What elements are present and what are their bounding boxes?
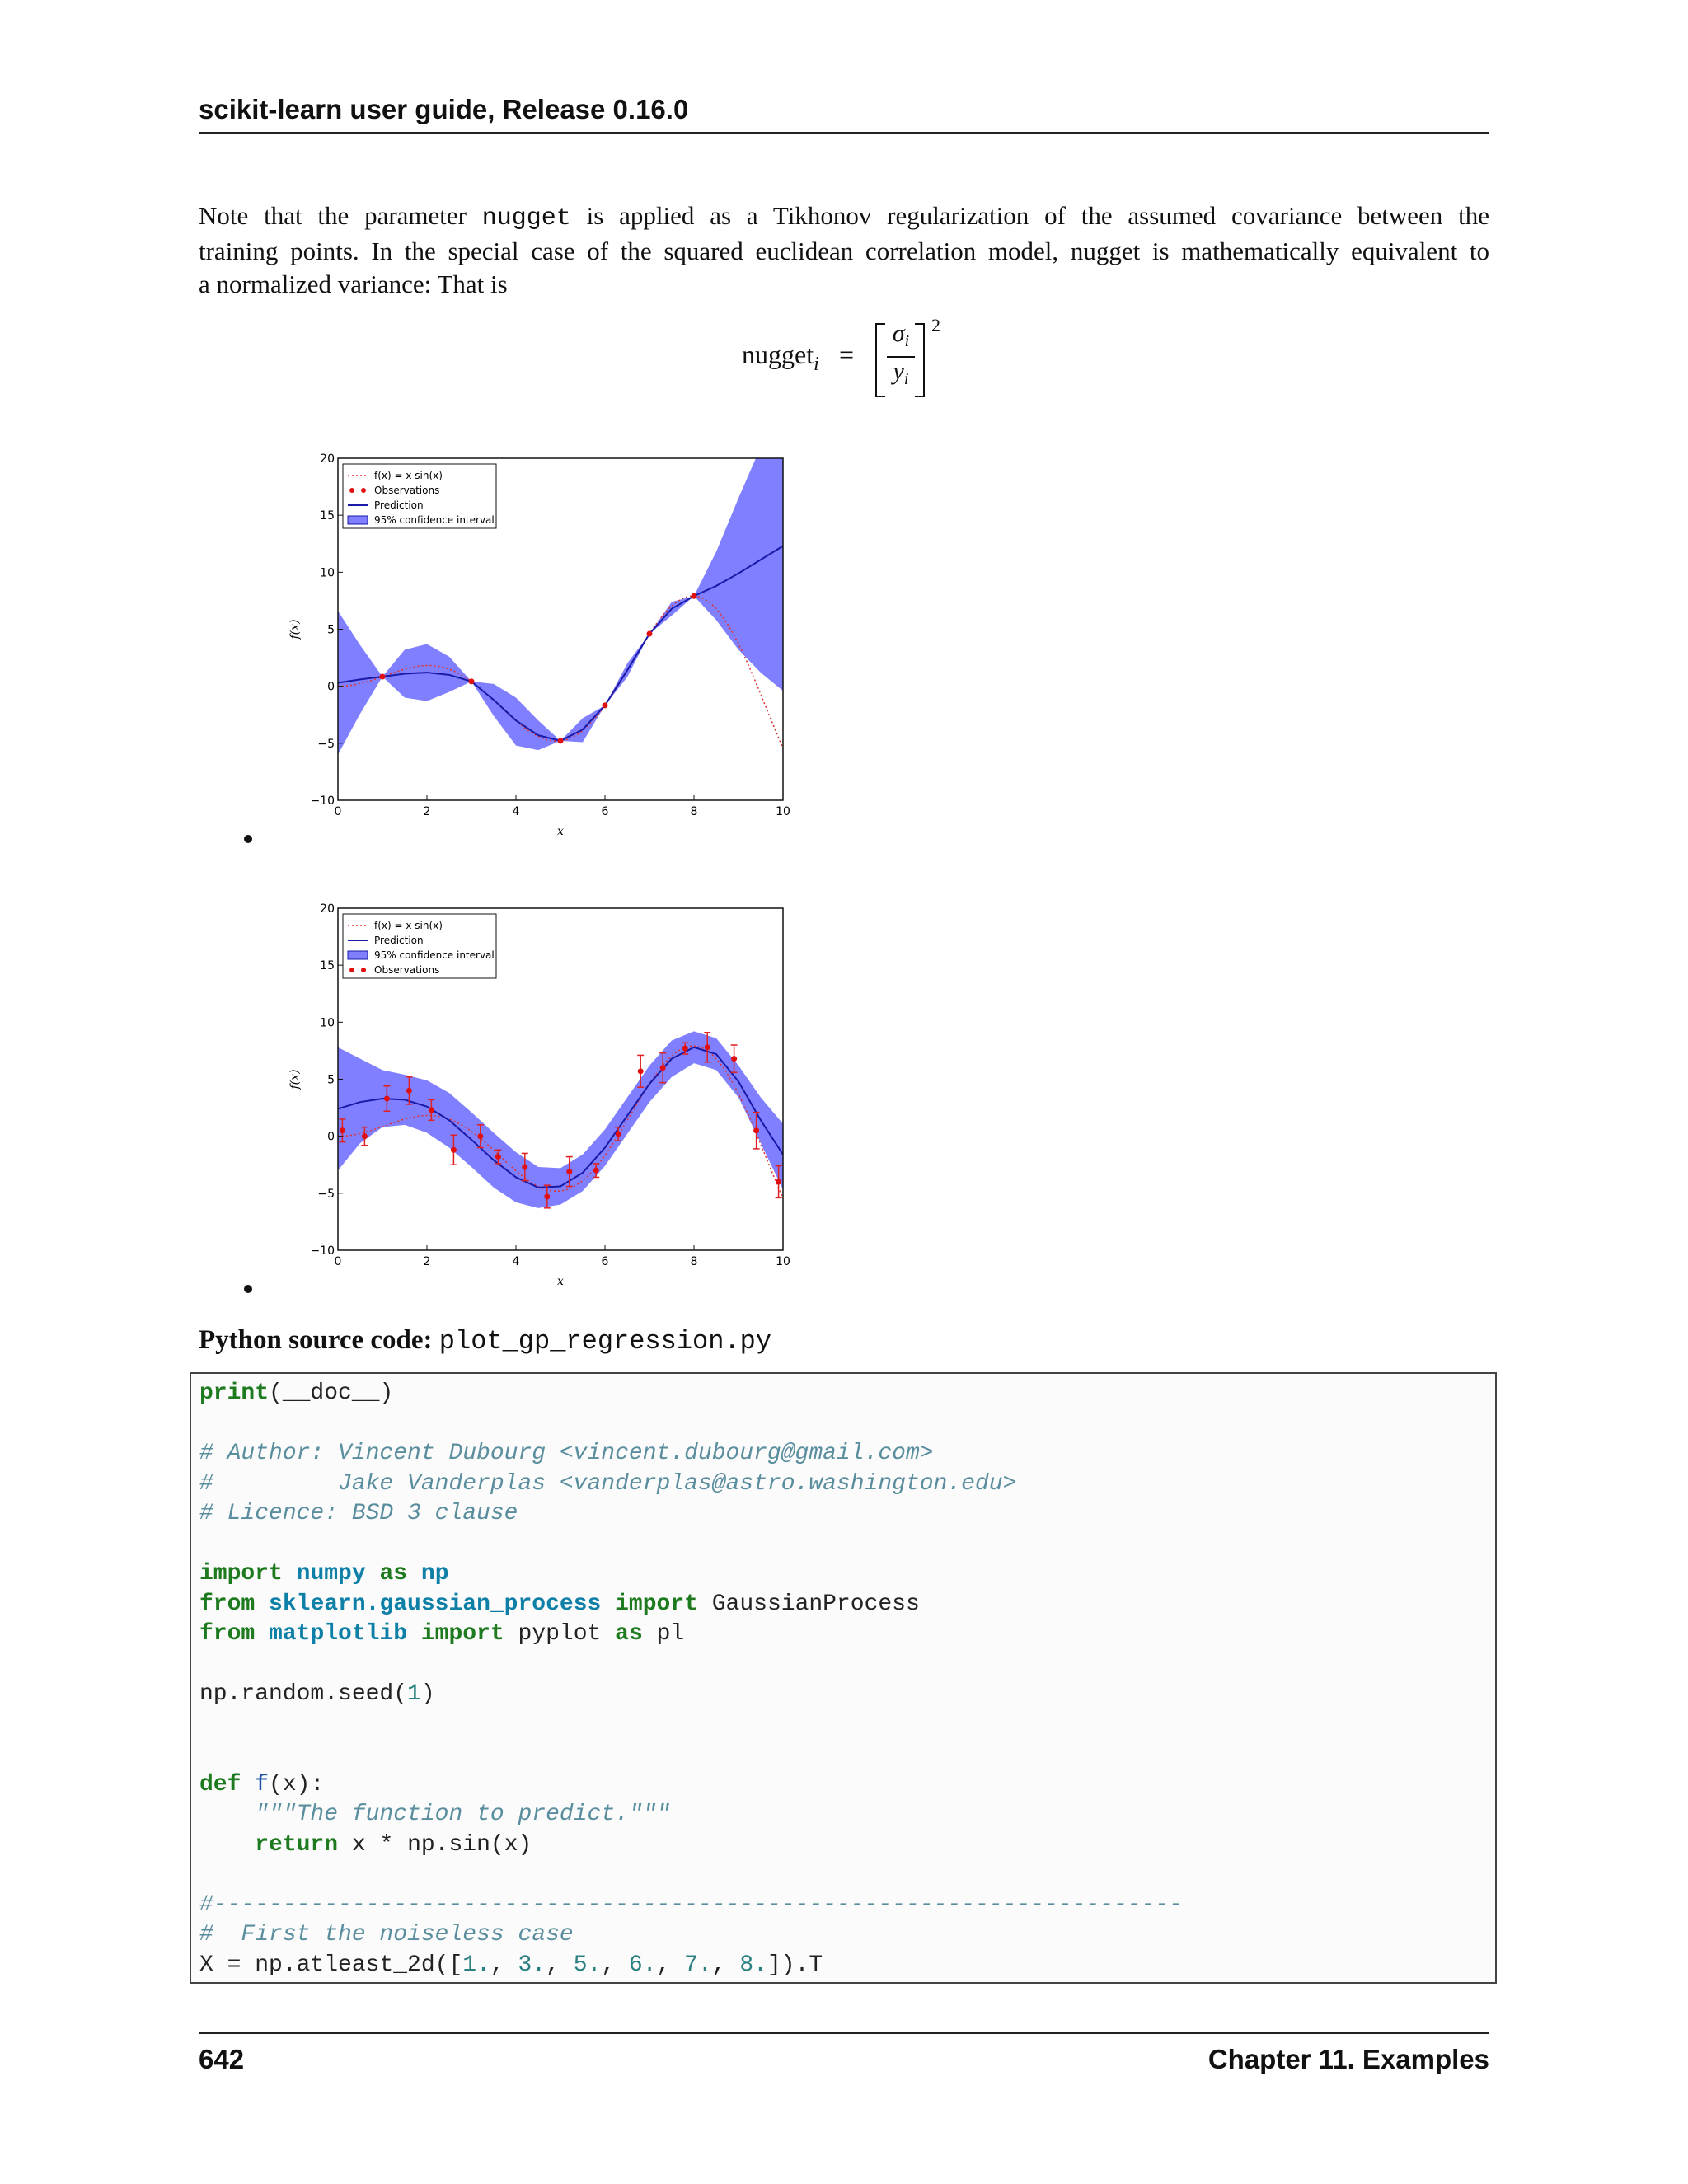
code-token: ]).T — [767, 1952, 823, 1978]
observation-point — [544, 1193, 550, 1199]
legend-key-observation — [349, 488, 354, 493]
y-tick-label: 0 — [327, 1130, 335, 1144]
y-tick-label: −10 — [310, 1244, 335, 1258]
code-comment: # Author: Vincent Dubourg <vincent.dubourg@gmail.com> — [199, 1441, 934, 1466]
x-axis-label: x — [557, 825, 564, 838]
code-token: def — [199, 1771, 241, 1797]
paragraph-line-3: a normalized variance: That is — [199, 269, 508, 298]
legend-key-observation — [361, 488, 366, 493]
legend-key-band — [348, 951, 368, 959]
x-tick-label: 6 — [601, 805, 609, 818]
x-tick-label: 6 — [601, 1255, 609, 1268]
observation-point — [451, 1147, 457, 1153]
code-token: as — [615, 1621, 643, 1647]
x-tick-label: 2 — [423, 1255, 431, 1268]
observation-point — [692, 593, 697, 599]
code-token: , — [546, 1952, 574, 1978]
code-token: numpy — [296, 1561, 366, 1586]
gp-noisy-chart — [280, 902, 808, 1297]
legend-label: Observations — [374, 485, 440, 496]
paragraph-text: is applied as a Tikhonov regularization of the assumed covariance between the — [570, 201, 1489, 230]
observation-point — [682, 1046, 688, 1052]
legend-label: Prediction — [374, 499, 424, 511]
code-token: X = np.atleast_2d([ — [199, 1952, 463, 1978]
observation-point — [477, 1133, 483, 1139]
x-tick-label: 10 — [776, 1255, 790, 1268]
y-tick-label: −5 — [317, 737, 335, 751]
source-label-prefix: Python source code: — [199, 1325, 433, 1355]
observation-point — [566, 1169, 572, 1174]
observation-point — [522, 1165, 528, 1170]
paragraph-line-2: training points. In the special case of the squared euclidean correlation model, nugget is mathematically equivalent to — [199, 237, 1489, 265]
observation-point — [380, 674, 386, 680]
page-footer — [199, 2032, 1489, 2074]
observation-point — [495, 1154, 501, 1160]
confidence-band — [338, 1031, 783, 1207]
y-tick-label: 0 — [327, 680, 335, 694]
code-number: 3. — [518, 1952, 546, 1978]
observation-point — [705, 1044, 710, 1050]
right-bracket — [915, 323, 925, 397]
code-token: (__doc__) — [269, 1380, 394, 1406]
y-tick-label: 20 — [320, 902, 335, 916]
code-token: import — [199, 1561, 283, 1586]
y-tick-label: 15 — [320, 509, 335, 523]
source-code-label — [199, 1325, 771, 1357]
code-token: , — [601, 1952, 629, 1978]
code-comment: #---------------------------------------------------------------------- — [199, 1891, 1183, 1918]
gp-noiseless-chart — [280, 452, 808, 847]
code-number: 1. — [462, 1952, 490, 1978]
header-title: scikit-learn user guide, Release 0.16.0 — [199, 94, 689, 124]
code-number: 8. — [739, 1952, 767, 1978]
code-text — [199, 1379, 1183, 1980]
x-tick-label: 4 — [512, 805, 520, 818]
observation-point — [638, 1068, 644, 1074]
observation-point — [731, 1056, 737, 1062]
code-number: 6. — [628, 1952, 657, 1978]
observation-point — [469, 678, 475, 684]
code-token: x * np.sin(x) — [351, 1831, 532, 1858]
y-axis-label: f(x) — [288, 619, 302, 640]
code-token: as — [379, 1561, 408, 1586]
paragraph-text: Note that the parameter — [199, 201, 482, 230]
code-token: pl — [656, 1621, 685, 1647]
x-tick-label: 10 — [776, 805, 790, 818]
equation-lhs — [742, 340, 819, 375]
legend-label: 95% confidence interval — [374, 514, 495, 526]
code-token: import — [615, 1591, 698, 1617]
list-bullet — [244, 1285, 252, 1293]
denominator-subscript: i — [903, 370, 909, 388]
numerator-subscript: i — [904, 332, 910, 350]
observation-point — [776, 1179, 781, 1185]
source-file-link[interactable]: plot_gp_regression.py — [438, 1326, 772, 1357]
observation-point — [593, 1168, 599, 1174]
observation-point — [660, 1065, 666, 1071]
y-tick-label: 20 — [320, 452, 335, 466]
chart-legend — [343, 914, 496, 978]
page-number: 642 — [199, 2044, 245, 2074]
equation-equals: = — [839, 340, 855, 369]
legend-key-band — [348, 516, 368, 524]
legend-label: Observations — [374, 964, 440, 976]
y-tick-label: −10 — [310, 794, 335, 808]
legend-key-observation — [361, 968, 366, 972]
y-tick-label: 10 — [320, 1016, 335, 1030]
x-tick-label: 0 — [334, 1255, 342, 1268]
y-tick-label: 10 — [320, 566, 335, 580]
x-tick-label: 2 — [423, 805, 431, 818]
code-token: np.random.seed( — [199, 1681, 408, 1707]
code-comment: # Jake Vanderplas <vanderplas@astro.washington.edu> — [199, 1470, 1017, 1497]
legend-label: Prediction — [374, 935, 424, 946]
code-number: 5. — [573, 1952, 602, 1978]
legend-label: 95% confidence interval — [374, 949, 495, 961]
code-block — [190, 1372, 1497, 1984]
observation-point — [340, 1127, 345, 1133]
chapter-title: Chapter 11. Examples — [1207, 2044, 1489, 2074]
paragraph-line-1 — [199, 199, 1489, 235]
plot-area — [338, 1031, 783, 1207]
legend-label: f(x) = x sin(x) — [374, 470, 443, 481]
code-number: 1 — [407, 1681, 421, 1707]
list-bullet — [244, 835, 252, 843]
code-token: , — [711, 1952, 740, 1978]
observation-point — [603, 702, 608, 708]
code-comment: # Licence: BSD 3 clause — [199, 1501, 518, 1526]
y-axis-label: f(x) — [288, 1069, 302, 1090]
code-function-name: f — [255, 1771, 270, 1797]
code-number: 7. — [684, 1952, 712, 1978]
code-token: return — [255, 1831, 339, 1858]
equation-lhs-text: nugget — [742, 340, 814, 369]
equation-denominator — [887, 358, 915, 386]
y-tick-label: 15 — [320, 959, 335, 973]
chart-legend — [343, 464, 496, 528]
code-token: print — [199, 1380, 270, 1406]
code-token: GaussianProcess — [711, 1591, 920, 1617]
observation-point — [558, 738, 564, 743]
code-token: ) — [420, 1681, 435, 1707]
equation-numerator — [887, 320, 915, 348]
observation-point — [406, 1088, 412, 1094]
x-tick-label: 8 — [690, 805, 698, 818]
body-paragraph — [199, 199, 1489, 301]
legend-label: f(x) = x sin(x) — [374, 920, 443, 931]
left-bracket — [875, 323, 885, 397]
equation-lhs-subscript: i — [814, 354, 819, 375]
x-axis-label: x — [557, 1275, 564, 1288]
code-comment: # First the noiseless case — [199, 1922, 574, 1947]
x-tick-label: 0 — [334, 805, 342, 818]
code-docstring: """The function to predict.""" — [255, 1802, 671, 1827]
code-token: import — [420, 1621, 504, 1647]
observation-point — [647, 631, 653, 637]
equation-exponent: 2 — [931, 315, 940, 335]
observation-point — [384, 1096, 390, 1102]
y-symbol: y — [893, 358, 904, 385]
code-token: , — [490, 1952, 518, 1978]
running-header — [199, 89, 1489, 134]
code-token: , — [656, 1952, 685, 1978]
legend-key-observation — [349, 968, 354, 972]
code-token: sklearn.gaussian_process — [269, 1591, 602, 1617]
code-token: from — [199, 1621, 256, 1647]
code-token: np — [420, 1561, 449, 1586]
observation-point — [616, 1131, 621, 1137]
nugget-equation — [742, 315, 956, 402]
y-tick-label: 5 — [327, 1073, 335, 1087]
code-token: pyplot — [518, 1621, 602, 1647]
x-tick-label: 4 — [512, 1255, 520, 1268]
code-token: (x): — [269, 1771, 325, 1797]
sigma: σ — [892, 320, 905, 347]
x-tick-label: 8 — [690, 1255, 698, 1268]
code-token: from — [199, 1591, 256, 1617]
inline-code-nugget: nugget — [481, 204, 571, 232]
y-tick-label: 5 — [327, 623, 335, 637]
observation-point — [429, 1107, 434, 1113]
code-token: matplotlib — [269, 1621, 408, 1647]
y-tick-label: −5 — [317, 1187, 335, 1201]
observation-point — [362, 1133, 368, 1139]
observation-point — [753, 1127, 759, 1133]
